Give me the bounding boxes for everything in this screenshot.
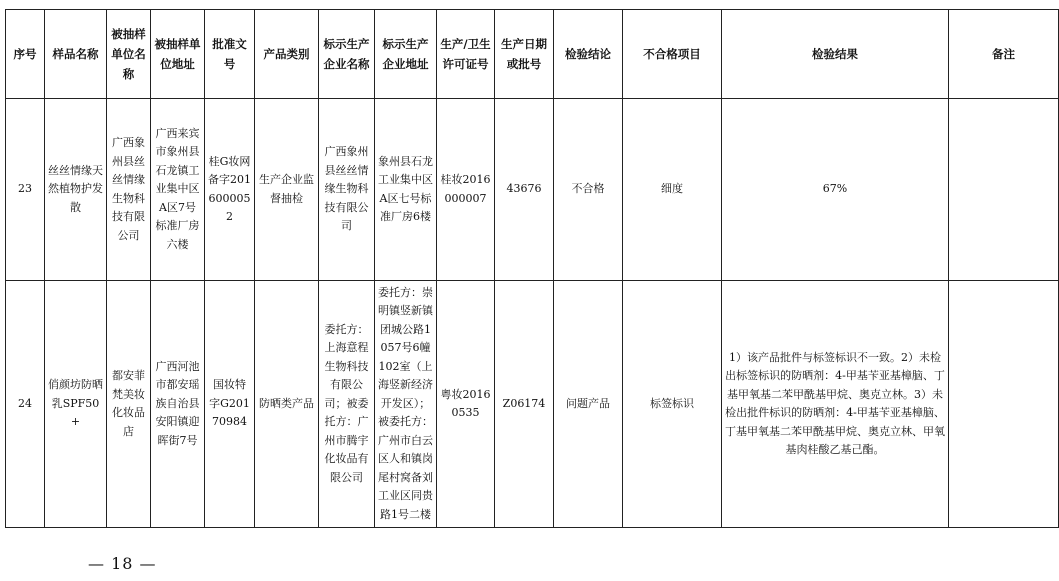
header-cell: 标示生产企业地址 — [375, 10, 437, 99]
header-cell: 被抽样单位地址 — [151, 10, 205, 99]
cell-remark — [949, 281, 1059, 528]
cell-category: 生产企业监督抽检 — [255, 99, 319, 281]
header-cell: 检验结果 — [722, 10, 949, 99]
cell-license-no: 桂妆2016000007 — [437, 99, 495, 281]
cell-conclusion: 问题产品 — [554, 281, 623, 528]
cell-batch: Z06174 — [495, 281, 554, 528]
header-cell: 标示生产企业名称 — [319, 10, 375, 99]
cell-mfr-address: 委托方：崇明镇竖新镇团城公路1057号6幢102室（上海竖新经济开发区）；被委托方：广州市白云区人和镇岗尾村窝备刘工业区同贵路1号二楼 — [375, 281, 437, 528]
cell-result: 1）该产品批件与标签标识不一致。2）未检出标签标识的防晒剂：4-甲基苄亚基樟脑、丁基甲氧基二苯甲酰基甲烷、奥克立林。3）未检出批件标识的防晒剂：4-甲基苄亚基樟脑、丁基甲氧基二苯甲酰基甲烷、奥克立林、甲氧基肉桂酸乙基己酯。 — [722, 281, 949, 528]
cell-unit-name: 广西象州县丝丝情缘生物科技有限公司 — [107, 99, 151, 281]
cell-category: 防晒类产品 — [255, 281, 319, 528]
header-cell: 批准文号 — [205, 10, 255, 99]
header-cell: 被抽样单位名称 — [107, 10, 151, 99]
header-cell: 序号 — [6, 10, 45, 99]
cell-conclusion: 不合格 — [554, 99, 623, 281]
page-number: — 18 — — [88, 554, 157, 573]
header-cell: 备注 — [949, 10, 1059, 99]
table-row — [6, 99, 1059, 281]
cell-failed-item: 细度 — [623, 99, 722, 281]
cell-unit-name: 都安菲梵美妆化妆品店 — [107, 281, 151, 528]
cell-failed-item: 标签标识 — [623, 281, 722, 528]
cell-mfr-name: 委托方：上海意程生物科技有限公司；被委托方：广州市腾宇化妆品有限公司 — [319, 281, 375, 528]
cell-no: 24 — [6, 281, 45, 528]
inspection-results-table — [5, 9, 1059, 528]
header-cell: 生产/卫生许可证号 — [437, 10, 495, 99]
table-header-row — [6, 10, 1059, 99]
cell-batch: 43676 — [495, 99, 554, 281]
header-cell: 不合格项目 — [623, 10, 722, 99]
cell-mfr-address: 象州县石龙工业集中区A区七号标准厂房6楼 — [375, 99, 437, 281]
cell-unit-address: 广西河池市都安瑶族自治县安阳镇迎晖街7号 — [151, 281, 205, 528]
cell-approval-no: 桂G妆网备字2016000052 — [205, 99, 255, 281]
cell-result: 67% — [722, 99, 949, 281]
cell-mfr-name: 广西象州县丝丝情缘生物科技有限公司 — [319, 99, 375, 281]
cell-unit-address: 广西来宾市象州县石龙镇工业集中区A区7号标准厂房六楼 — [151, 99, 205, 281]
header-cell: 样品名称 — [45, 10, 107, 99]
cell-sample: 俏颜坊防晒乳SPF50+ — [45, 281, 107, 528]
cell-sample: 丝丝情缘天然植物护发散 — [45, 99, 107, 281]
cell-approval-no: 国妆特字G20170984 — [205, 281, 255, 528]
header-cell: 产品类别 — [255, 10, 319, 99]
header-cell: 检验结论 — [554, 10, 623, 99]
table-row — [6, 281, 1059, 528]
header-cell: 生产日期或批号 — [495, 10, 554, 99]
cell-remark — [949, 99, 1059, 281]
cell-no: 23 — [6, 99, 45, 281]
cell-license-no: 粤妆20160535 — [437, 281, 495, 528]
